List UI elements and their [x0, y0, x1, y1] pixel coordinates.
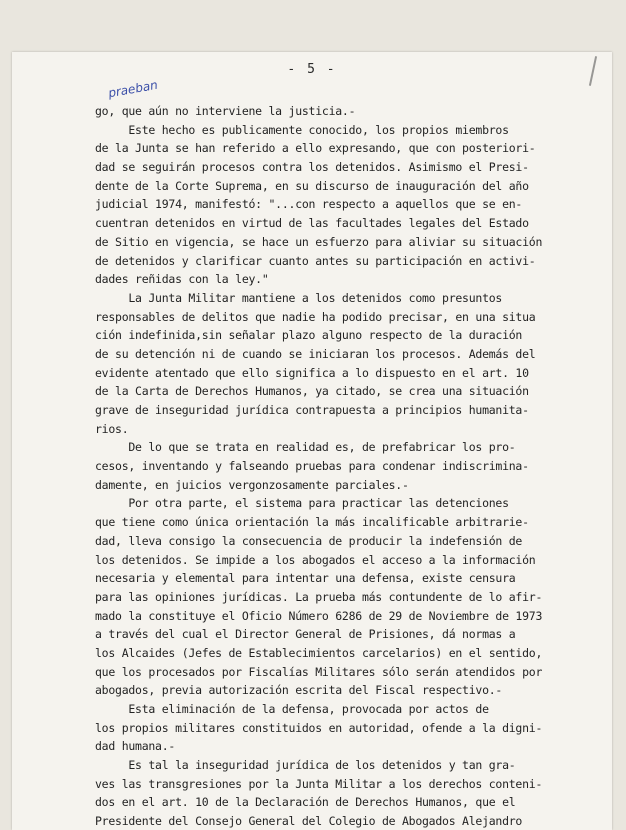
text-line: dad humana.-	[95, 739, 176, 754]
text-line: abogados, previa autorización escrita del Fiscal respectivo.-	[95, 683, 503, 698]
text-line: judicial 1974, manifestó: "...con respecto a aquellos que se en-	[95, 197, 523, 212]
text-line: necesaria y elemental para intentar una defensa, existe censura	[95, 571, 516, 586]
text-line: Por otra parte, el sistema para practicar las detenciones	[95, 496, 509, 511]
text-line: Esta eliminación de la defensa, provocada por actos de	[95, 702, 489, 716]
text-line: rios.	[95, 421, 129, 436]
document-page	[12, 52, 612, 830]
text-line: damente, en juicios vergonzosamente parciales.-	[95, 477, 409, 492]
text-line: dad se seguirán procesos contra los detenidos. Asimismo el Presi-	[95, 160, 529, 175]
text-line: mado la constituye el Oficio Número 6286 de 29 de Noviembre de 1973	[95, 608, 543, 623]
text-line: go, que aún no interviene la justicia.-	[95, 104, 356, 118]
text-line: de su detención ni de cuando se iniciaran los procesos. Además del	[95, 346, 536, 361]
handwritten-annotation: praeban	[107, 77, 159, 101]
text-line: responsables de delitos que nadie ha podido precisar, en una situa	[95, 309, 536, 324]
text-line: ción indefinida,sin señalar plazo alguno respecto de la duración	[95, 328, 523, 343]
text-line: Este hecho es publicamente conocido, los propios miembros	[95, 122, 509, 137]
text-line: Es tal la inseguridad jurídica de los detenidos y tan gra-	[95, 758, 516, 773]
text-line: dad, lleva consigo la consecuencia de producir la indefensión de	[95, 533, 523, 548]
text-line: Presidente del Consejo General del Colegio de Abogados Alejandro	[95, 814, 523, 829]
text-line: cuentran detenidos en virtud de las facultades legales del Estado	[95, 216, 529, 231]
text-line: ves las transgresiones por la Junta Militar a los derechos conteni-	[95, 776, 543, 791]
text-line: de la Carta de Derechos Humanos, ya citado, se crea una situación	[95, 384, 529, 399]
text-line: de detenidos y clarificar cuanto antes su participación en activi-	[95, 253, 536, 268]
text-line: La Junta Militar mantiene a los detenidos como presuntos	[95, 290, 503, 305]
text-line: los propios militares constituidos en autoridad, ofende a la digni-	[95, 720, 543, 735]
text-line: los Alcaides (Jefes de Establecimientos carcelarios) en el sentido,	[95, 645, 543, 660]
text-line: los detenidos. Se impide a los abogados el acceso a la información	[95, 552, 536, 567]
text-line: dos en el art. 10 de la Declaración de Derechos Humanos, que el	[95, 795, 516, 810]
text-line: que tiene como única orientación la más incalificable arbitrarie-	[95, 515, 529, 530]
text-line: para las opiniones jurídicas. La prueba más contundente de lo afir-	[95, 589, 543, 604]
page-number: - 5 -	[287, 62, 337, 77]
text-line: evidente atentado que ello significa a lo dispuesto en el art. 10	[95, 365, 529, 380]
text-line: De lo que se trata en realidad es, de prefabricar los pro-	[95, 440, 516, 455]
text-line: a través del cual el Director General de Prisiones, dá normas a	[95, 627, 516, 642]
text-line: de la Junta se han referido a ello expresando, que con posteriori-	[95, 141, 536, 156]
body-text	[95, 102, 607, 830]
text-line: que los procesados por Fiscalías Militares sólo serán atendidos por	[95, 664, 543, 679]
text-line: dades reñidas con la ley."	[95, 272, 269, 287]
text-line: dente de la Corte Suprema, en su discurso de inauguración del año	[95, 178, 529, 193]
text-line: cesos, inventando y falseando pruebas para condenar indiscrimina-	[95, 459, 529, 474]
text-line: de Sitio en vigencia, se hace un esfuerzo para aliviar su situación	[95, 234, 543, 249]
text-line: grave de inseguridad jurídica contrapuesta a principios humanita-	[95, 403, 529, 417]
